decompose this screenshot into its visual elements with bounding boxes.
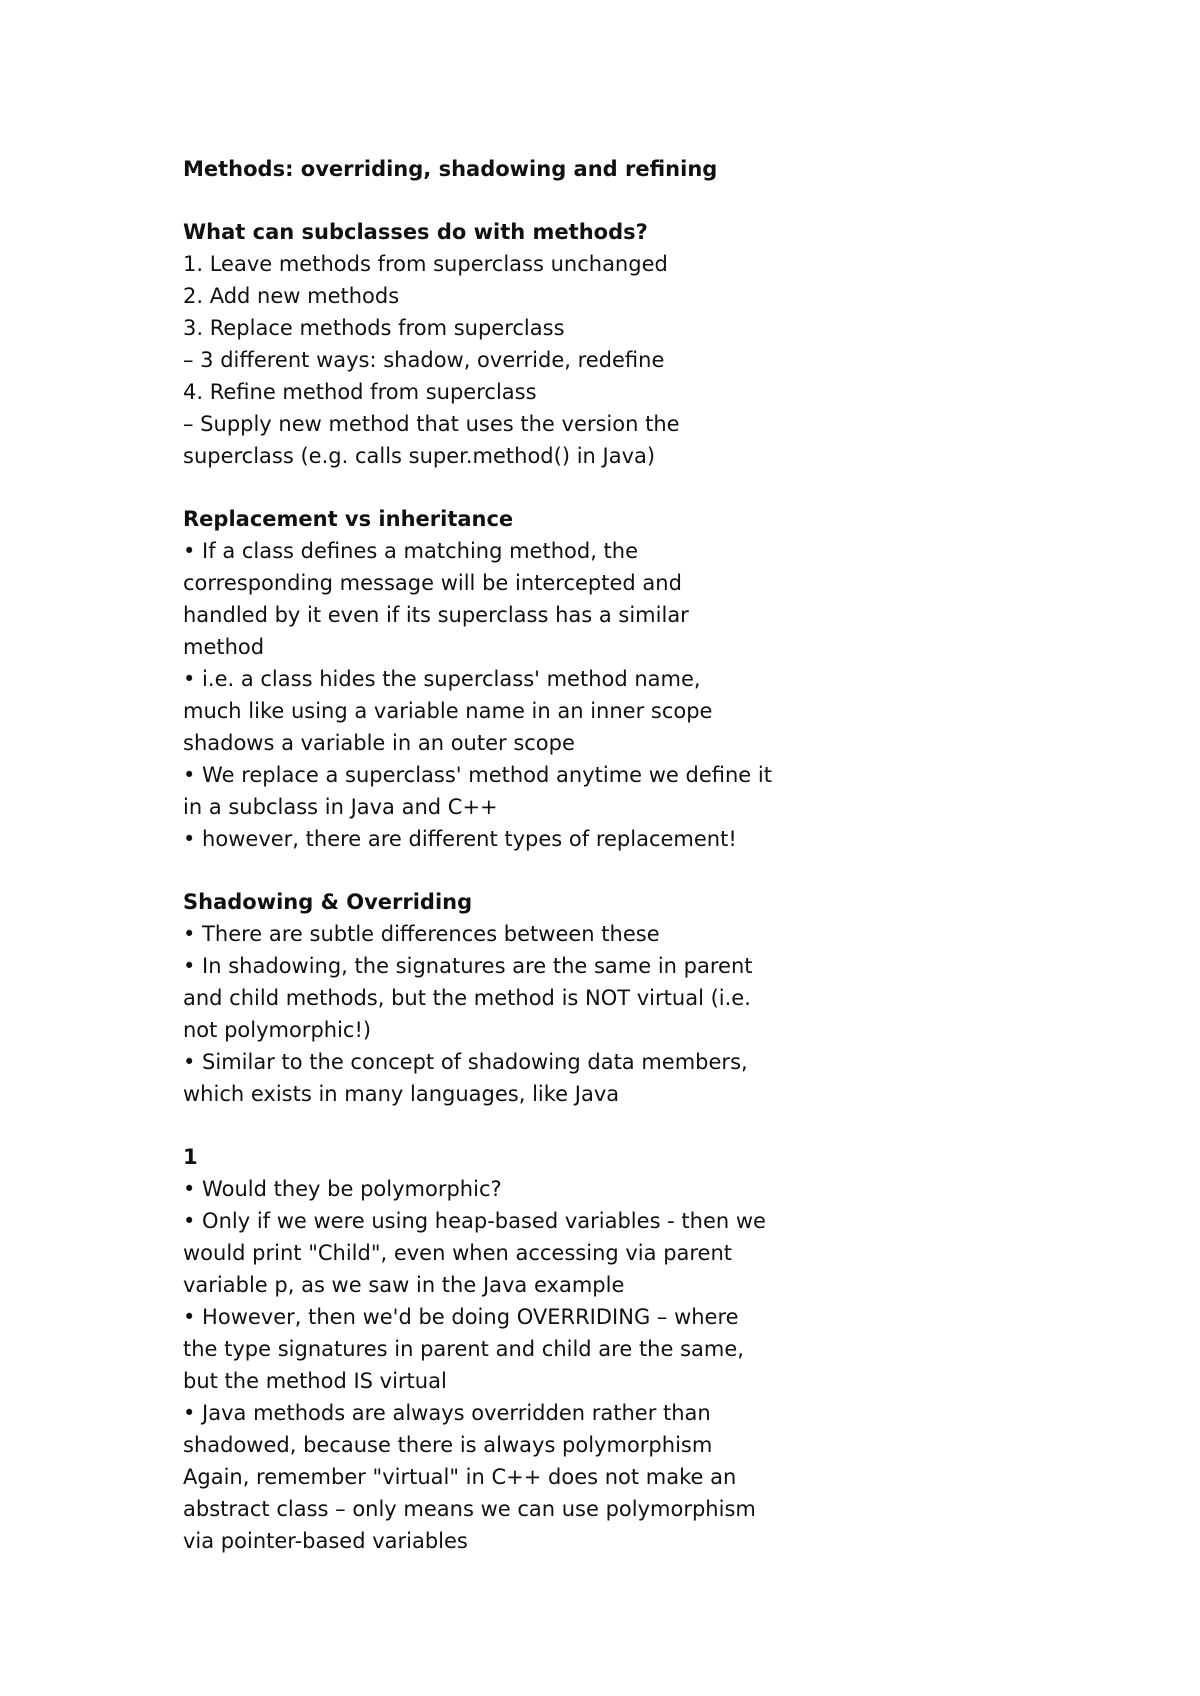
section-heading: What can subclasses do with methods? — [183, 220, 648, 244]
document-title: Methods: overriding, shadowing and refining — [183, 157, 718, 181]
body-line: • Similar to the concept of shadowing data members, — [183, 1050, 748, 1074]
body-line: but the method IS virtual — [183, 1369, 447, 1393]
body-line: • Only if we were using heap-based variables - then we — [183, 1209, 766, 1233]
body-line: 1. Leave methods from superclass unchanged — [183, 252, 668, 276]
body-line: Again, remember "virtual" in C++ does not make an — [183, 1465, 737, 1489]
body-line: would print "Child", even when accessing via parent — [183, 1241, 733, 1265]
section-1 — [183, 1141, 803, 1557]
body-line: 2. Add new methods — [183, 284, 400, 308]
body-line: – 3 different ways: shadow, override, redefine — [183, 348, 665, 372]
body-line: 3. Replace methods from superclass — [183, 316, 565, 340]
body-line: • We replace a superclass' method anytime we define it — [183, 763, 772, 787]
body-line: • however, there are different types of replacement! — [183, 827, 737, 851]
body-line: in a subclass in Java and C++ — [183, 795, 498, 819]
spacer — [183, 1110, 803, 1141]
section-heading: Shadowing & Overriding — [183, 890, 473, 914]
body-line: abstract class – only means we can use polymorphism — [183, 1497, 756, 1521]
spacer — [183, 472, 803, 503]
body-line: the type signatures in parent and child are the same, — [183, 1337, 744, 1361]
body-line: • If a class defines a matching method, the — [183, 539, 639, 563]
body-line: shadows a variable in an outer scope — [183, 731, 575, 755]
body-line: and child methods, but the method is NOT virtual (i.e. — [183, 986, 751, 1010]
body-line: shadowed, because there is always polymorphism — [183, 1433, 713, 1457]
body-line: superclass (e.g. calls super.method() in Java) — [183, 444, 656, 468]
body-line: handled by it even if its superclass has a similar — [183, 603, 689, 627]
body-line: • In shadowing, the signatures are the same in parent — [183, 954, 753, 978]
body-line: much like using a variable name in an inner scope — [183, 699, 713, 723]
body-line: • Java methods are always overridden rather than — [183, 1401, 711, 1425]
body-line: • However, then we'd be doing OVERRIDING – where — [183, 1305, 739, 1329]
spacer — [183, 855, 803, 886]
section-replacement-vs-inheritance — [183, 503, 803, 855]
body-line: 4. Refine method from superclass — [183, 380, 537, 404]
document-page — [183, 153, 803, 1557]
body-line: corresponding message will be intercepted and — [183, 571, 682, 595]
section-subclass-methods — [183, 216, 803, 472]
body-line: variable p, as we saw in the Java example — [183, 1273, 625, 1297]
section-heading: Replacement vs inheritance — [183, 507, 514, 531]
spacer — [183, 185, 803, 216]
body-line: • Would they be polymorphic? — [183, 1177, 502, 1201]
body-line: not polymorphic!) — [183, 1018, 372, 1042]
body-line: via pointer-based variables — [183, 1529, 468, 1553]
section-shadowing-overriding — [183, 886, 803, 1110]
body-line: • i.e. a class hides the superclass' method name, — [183, 667, 701, 691]
body-line: – Supply new method that uses the version the — [183, 412, 680, 436]
section-heading: 1 — [183, 1145, 198, 1169]
body-line: • There are subtle differences between these — [183, 922, 660, 946]
body-line: method — [183, 635, 265, 659]
body-line: which exists in many languages, like Java — [183, 1082, 620, 1106]
